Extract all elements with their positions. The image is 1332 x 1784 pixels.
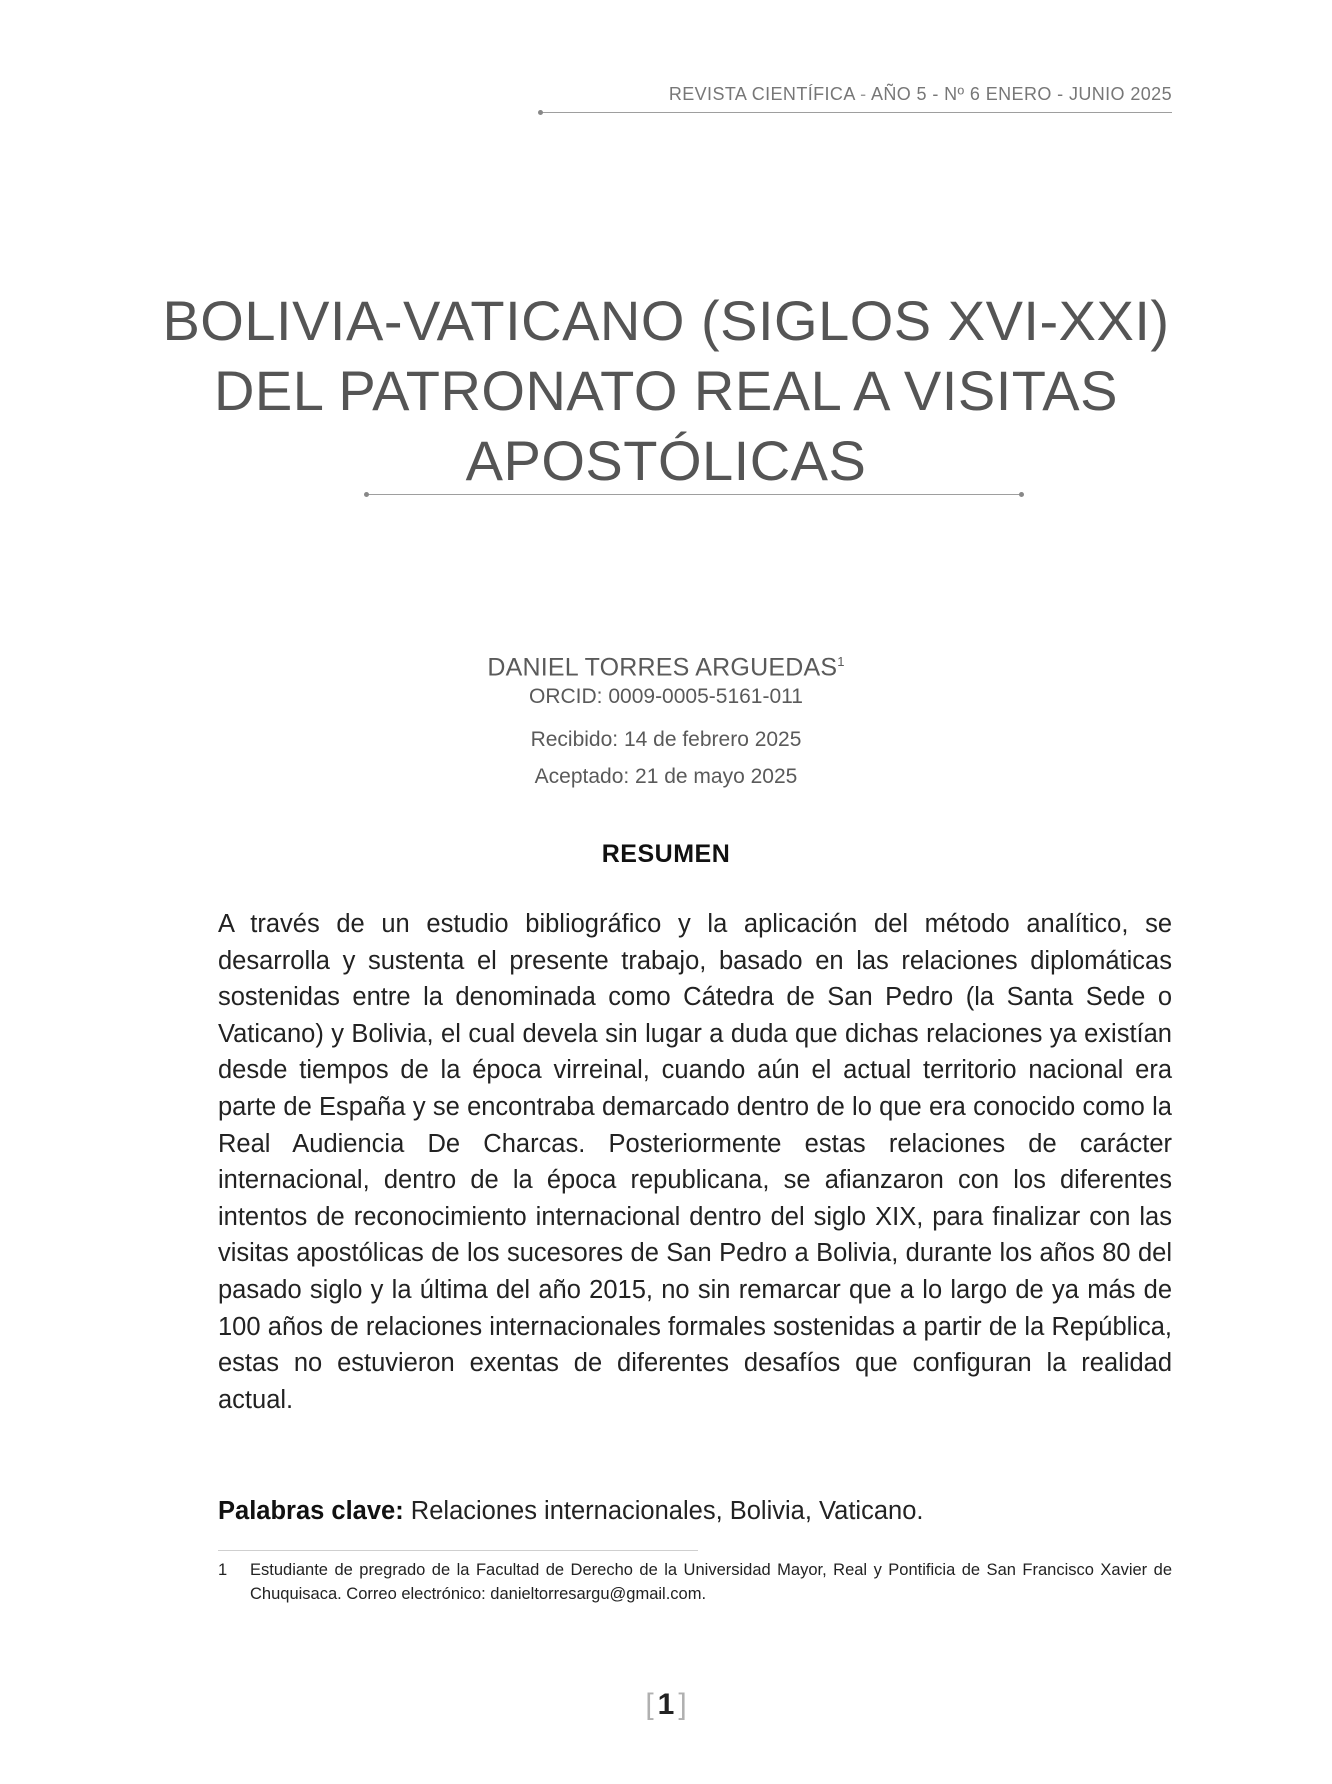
author-block (300, 646, 1032, 795)
page-bracket-close: ] (678, 1688, 687, 1721)
footnote-number: 1 (218, 1561, 228, 1579)
orcid: ORCID: 0009-0005-5161-011 (529, 685, 803, 709)
header-rule (540, 112, 1172, 113)
keywords-label: Palabras clave: (218, 1497, 404, 1525)
page-bracket-open: [ (645, 1688, 654, 1721)
keywords-value: Relaciones internacionales, Bolivia, Vaticano. (403, 1497, 924, 1525)
keywords (218, 1494, 1172, 1528)
title-line-2: DEL PATRONATO REAL A VISITAS (213, 359, 1119, 422)
journal-name: REVISTA CIENTÍFICA (668, 84, 855, 104)
header-separator: - (854, 84, 871, 104)
title-rule-dot-left (364, 492, 369, 497)
title-line-1: BOLIVIA-VATICANO (SIGLOS XVI-XXI) (162, 289, 1170, 352)
page-number (616, 1688, 716, 1722)
author (300, 646, 1032, 683)
header-rule-dot (538, 110, 543, 115)
dates (300, 721, 1032, 795)
footnote-rule (218, 1550, 698, 1551)
footnote (218, 1558, 1172, 1606)
issue-info: AÑO 5 - Nº 6 ENERO - JUNIO 2025 (870, 84, 1172, 104)
running-header (540, 84, 1172, 105)
page-number-value: 1 (657, 1688, 675, 1721)
received-date: Recibido: 14 de febrero 2025 (530, 728, 802, 752)
accepted-date: Aceptado: 21 de mayo 2025 (534, 765, 798, 789)
footnote-text: Estudiante de pregrado de la Facultad de Derecho de la Universidad Mayor, Real y Pontificia de San Francisco Xavier de Chuquisaca. Correo electrónico: danieltorresargu@gmail.com. (250, 1561, 1172, 1603)
title-line-3: APOSTÓLICAS (465, 429, 867, 492)
abstract-text: A través de un estudio bibliográfico y la aplicación del método analítico, se desarrolla y sustenta el presente trabajo, basado en las relaciones diplomáticas sostenidas entre la denominada como Cátedra de San Pedro (la Santa Sede o Vaticano) y Bolivia, el cual devela sin lugar a duda que dichas relaciones ya existían desde tiempos de la época virreinal, cuando aún el actual territorio nacional era parte de España y se encontraba demarcado dentro de lo que era conocido como la Real Audiencia De Charcas. Posteriormente estas relaciones de carácter internacional, dentro de la época republicana, se afianzaron con los diferentes intentos de reconocimiento internacional dentro del siglo XIX, para finalizar con las visitas apostólicas de los sucesores de San Pedro a Bolivia, durante los años 80 del pasado siglo y la última del año 2015, no sin remarcar que a lo largo de ya más de 100 años de relaciones internacionales formales sostenidas a partir de la República, estas no estuvieron exentas de diferentes desafíos que configuran la realidad actual. (218, 910, 1172, 1414)
title-rule (366, 494, 1022, 495)
author-footnote-mark: 1 (837, 654, 845, 669)
article-title (150, 286, 1182, 496)
title-rule-dot-right (1019, 492, 1024, 497)
abstract-heading: RESUMEN (601, 840, 731, 868)
author-name: DANIEL TORRES ARGUEDAS (487, 653, 838, 682)
